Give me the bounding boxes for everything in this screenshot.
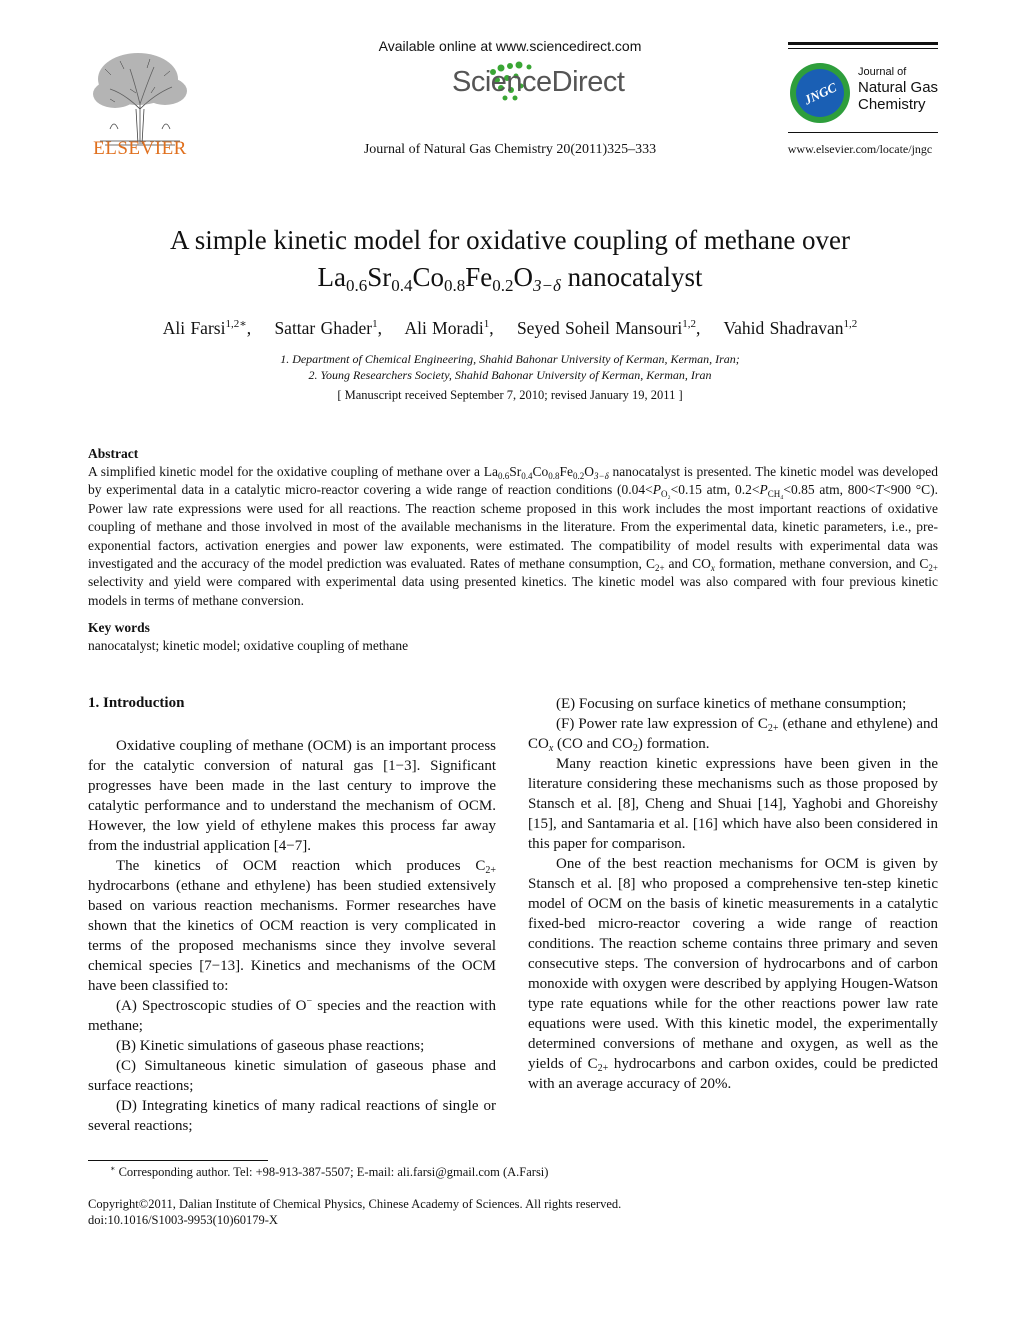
copyright-line: Copyright©2011, Dalian Institute of Chemical Physics, Chinese Academy of Sciences. All rights reserved. xyxy=(88,1197,622,1211)
jngc-journal-title xyxy=(858,66,938,113)
abstract-heading: Abstract xyxy=(88,446,139,461)
doi-line[interactable]: doi:10.1016/S1003-9953(10)60179-X xyxy=(88,1213,278,1227)
author: Vahid Shadravan$^{1,2}$ xyxy=(723,318,858,338)
header-rule xyxy=(788,132,938,133)
author-list xyxy=(80,318,940,339)
list-item: (C) Simultaneous kinetic simulation of gaseous phase and surface reactions; xyxy=(88,1058,496,1094)
header-rule xyxy=(788,42,938,45)
abstract-body: A simplified kinetic model for the oxidative coupling of methane over a $La_{0.6}Sr_{0.4}Co_{0.8}Fe_{0.2}O_{3-\delta}$ nanocatalyst is presented. The kinetic model was developed by experimental data in a catalytic micro-reactor covering a wide range of reaction conditions ($0.04<P_{O_2}<0.15$ atm, $0.2<P_{CH_4}<0.85$ atm, 800<T<900 °C). Power law rate expressions were used for all reactions. The reaction scheme proposed in this work includes the most important reactions of oxidative coupling of methane and those involved in most of the available mechanisms in the literature. From the experimental data, kinetic parameters, i.e., pre-exponential factors, activation energies and power law exponents, were estimated. The compatibility of model results with experimental data was investigated and the accuracy of the model prediction was evaluated. Rates of methane consumption, $C_{2+}$ and $CO_x$ formation, methane conversion, and $C_{2+}$ selectivity and yield were compared with experimental data using presented kinetics. The kinetic model was also compared with four previous kinetic models in terms of methane conversion. xyxy=(88,464,938,608)
list-item: (D) Integrating kinetics of many radical reactions of single or several reactions; xyxy=(88,1098,496,1134)
left-column xyxy=(88,736,496,1136)
copyright-block xyxy=(88,1196,621,1228)
manuscript-dates: [ Manuscript received September 7, 2010; revised January 19, 2011 ] xyxy=(337,388,683,402)
author: Ali Farsi$^{1,2∗}$, xyxy=(162,318,252,338)
list-item: (B) Kinetic simulations of gaseous phase reactions; xyxy=(116,1038,425,1054)
jngc-title-line1: Journal of xyxy=(858,66,907,78)
header-rule xyxy=(788,48,938,49)
elsevier-wordmark: ELSEVIER xyxy=(93,138,187,159)
list-item: (A) Spectroscopic studies of O− species and the reaction with methane; xyxy=(88,996,496,1034)
jngc-title-line3: Chemistry xyxy=(858,96,926,113)
paragraph: Oxidative coupling of methane (OCM) is an important process for the catalytic conversion of natural gas [1−3]. Significant progresses have been made in the last century to improve the catalytic performance and to understand the mechanism of OCM. However, the low yield of ethylene makes this process far away from the industrial application [4−7]. xyxy=(88,738,496,854)
affiliation-2: 2. Young Researchers Society, Shahid Bahonar University of Kerman, Kerman, Iran xyxy=(308,368,712,382)
author: Sattar Ghader$^1$, xyxy=(274,318,383,338)
available-online-text: Available online at www.sciencedirect.com xyxy=(378,38,642,54)
article-title xyxy=(80,222,940,296)
paragraph: The kinetics of OCM reaction which produces $C_{2+}$ hydrocarbons (ethane and ethylene) has been studied extensively based on various reaction mechanisms. Former researches have shown that the kinetics of OCM reaction is very complicated in terms of the proposed mechanisms since they involve several chemical species [7−13]. Kinetics and mechanisms of the OCM have been classified to: xyxy=(88,858,496,994)
right-column xyxy=(528,694,938,1094)
keywords-heading: Key words xyxy=(88,620,150,635)
list-item: (F) Power rate law expression of $C_{2+}$ (ethane and ethylene) and $CO_x$ (CO and $CO_2$) formation. xyxy=(528,716,938,754)
title-formula: $La_{0.6}Sr_{0.4}Co_{0.8}Fe_{0.2}O_{3-\delta}$ nanocatalyst xyxy=(317,262,703,295)
author: Ali Moradi$^1$, xyxy=(404,318,494,338)
author: Seyed Soheil Mansouri$^{1,2}$, xyxy=(516,318,701,338)
jngc-title-line2: Natural Gas xyxy=(858,79,939,96)
paragraph: One of the best reaction mechanisms for OCM is given by Stansch et al. [8] who proposed a comprehensive ten-step kinetic model of OCM on the basis of kinetic measurements in a catalytic fixed-bed micro-reactor covering a wide range of reaction conditions. The reaction scheme contains three primary and seven consecutive steps. The conversion of hydrocarbons and of carbon monoxide with oxygen were described by applying Hougen-Watson type rate equations while for the other reactions power law rate equations were used. With this kinetic model, the experimentally determined conversions of methane and oxygen, as well as the yields of $C_{2+}$ hydrocarbons and carbon oxides, could be predicted with an average accuracy of 20%. xyxy=(528,856,938,1092)
journal-url[interactable]: www.elsevier.com/locate/jngc xyxy=(787,142,933,156)
section-heading-introduction: 1. Introduction xyxy=(88,695,185,711)
paragraph: Many reaction kinetic expressions have been given in the literature considering these mechanisms such as those proposed by Stansch et al. [8], Cheng and Shuai [14], Yaghobi and Ghoreishy [15], and Santamaria et al. [16] which have also been considered in this paper for comparison. xyxy=(528,756,938,852)
list-item: (E) Focusing on surface kinetics of methane consumption; xyxy=(556,696,907,712)
sciencedirect-wordmark: ScienceDirect xyxy=(452,66,625,98)
affiliation-1: 1. Department of Chemical Engineering, Shahid Bahonar University of Kerman, Kerman, Iran; xyxy=(280,352,740,366)
journal-citation: Journal of Natural Gas Chemistry 20(2011)325–333 xyxy=(363,142,657,157)
title-line1: A simple kinetic model for oxidative coupling of methane over xyxy=(169,225,851,255)
keywords-list: nanocatalyst; kinetic model; oxidative coupling of methane xyxy=(88,638,409,653)
corresponding-author-footnote: ∗ Corresponding author. Tel: +98-913-387-5507; E-mail: ali.farsi@gmail.com (A.Farsi) xyxy=(110,1164,549,1179)
jngc-badge-text: JNGC xyxy=(801,79,839,108)
footnote-rule xyxy=(88,1160,268,1161)
